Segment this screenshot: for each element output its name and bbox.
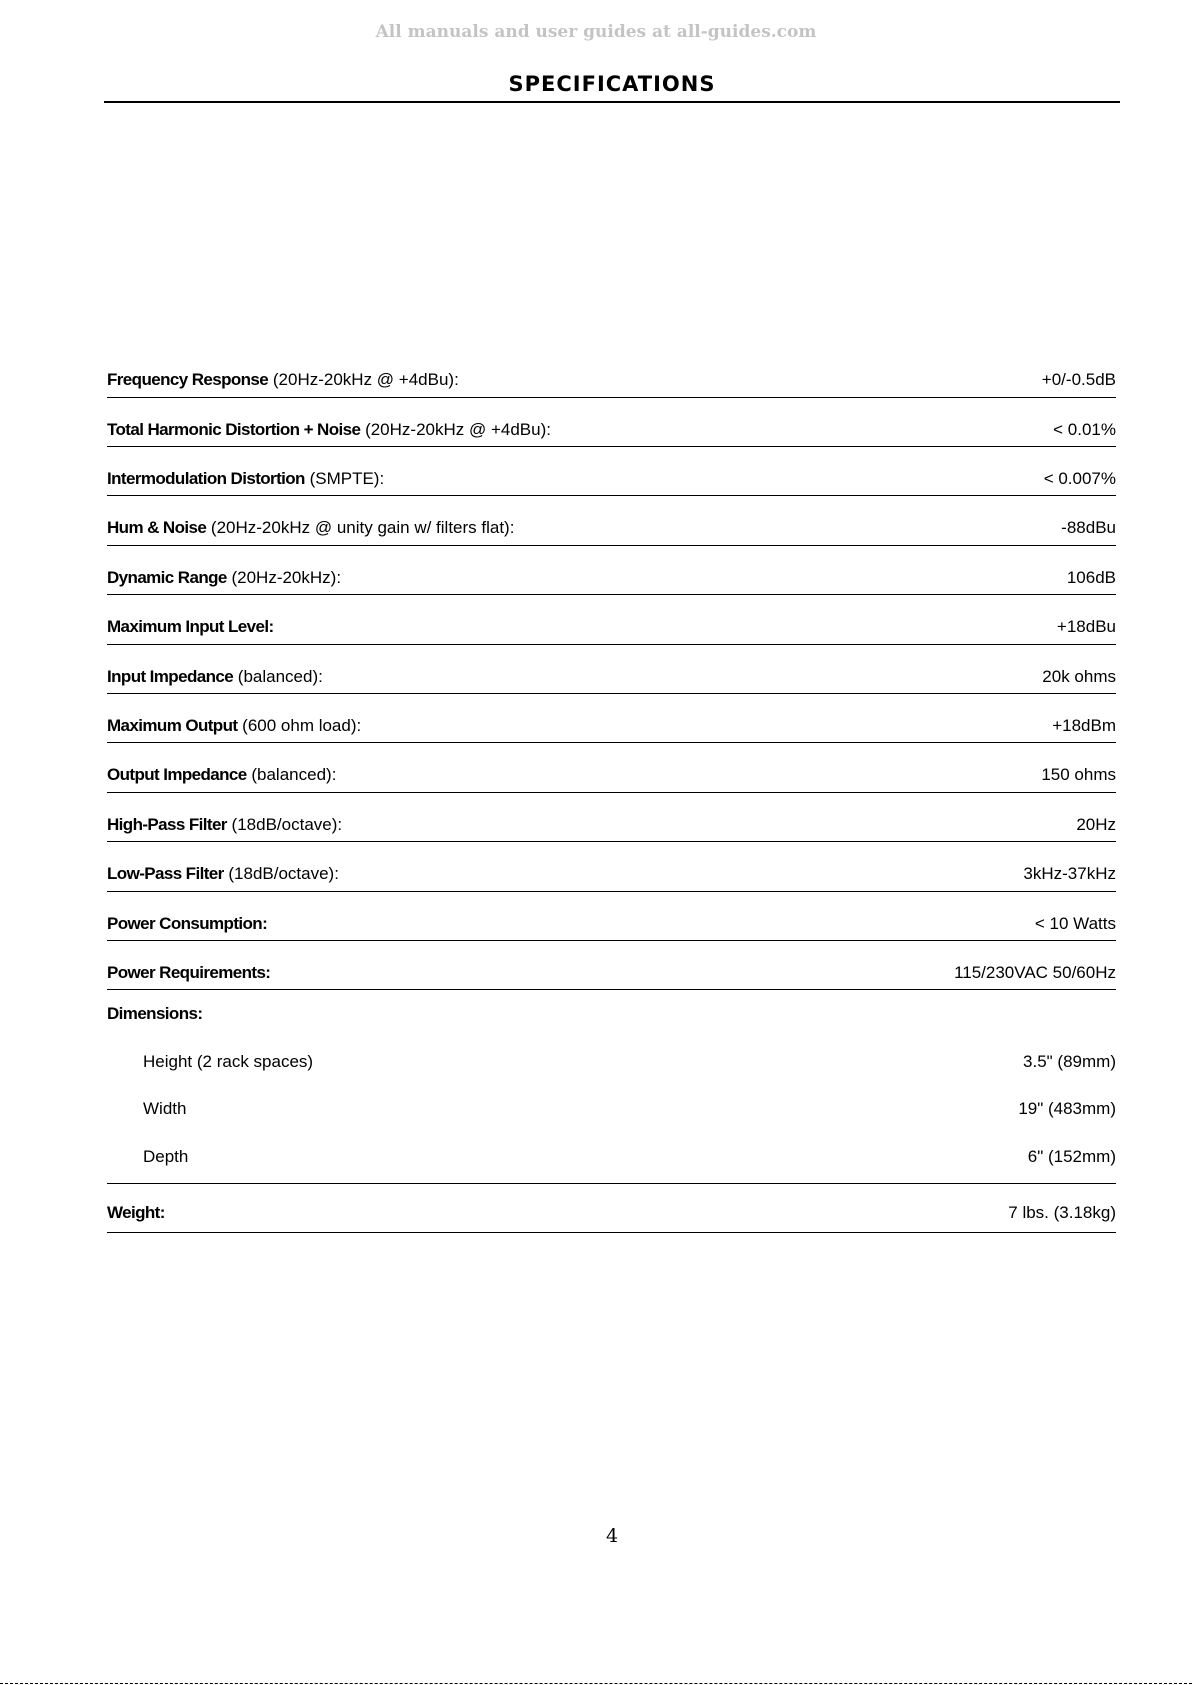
page-number: 4 xyxy=(605,1525,619,1547)
spec-row-power-requirements xyxy=(107,941,1116,990)
spec-name: Input Impedance xyxy=(107,666,234,686)
spec-name: Power Requirements: xyxy=(107,962,271,982)
spec-row-hum-noise xyxy=(107,496,1116,545)
spec-qualifier: (balanced): xyxy=(246,765,337,785)
dimension-row-height xyxy=(143,1052,1116,1072)
spec-qualifier: (18dB/octave): xyxy=(226,814,343,834)
spec-row-dimensions xyxy=(107,990,1116,1184)
spec-value: 115/230VAC 50/60Hz xyxy=(954,962,1116,982)
spec-label xyxy=(107,420,551,440)
spec-row-weight xyxy=(107,1184,1116,1233)
spec-value: < 0.007% xyxy=(1043,468,1116,488)
spec-label xyxy=(107,469,384,489)
spec-label xyxy=(107,815,342,835)
spec-name: Hum & Noise xyxy=(107,518,207,538)
dimension-label: Depth xyxy=(143,1147,189,1167)
page-edge-dashed-line xyxy=(0,1683,1192,1684)
spec-name: Output Impedance xyxy=(107,765,247,785)
spec-label xyxy=(107,370,459,390)
spec-table xyxy=(107,349,1116,1233)
spec-label xyxy=(107,963,270,983)
spec-row-output-impedance xyxy=(107,743,1116,792)
spec-label xyxy=(107,716,361,736)
spec-row-intermodulation xyxy=(107,447,1116,496)
spec-name: Frequency Response xyxy=(107,370,269,389)
dimension-value: 3.5" (89mm) xyxy=(1023,1052,1116,1072)
dimension-row-width xyxy=(143,1099,1116,1119)
spec-label xyxy=(107,617,274,637)
spec-name: Low-Pass Filter xyxy=(107,864,224,884)
spec-label xyxy=(107,568,341,588)
title-divider xyxy=(104,101,1120,103)
spec-value: 106dB xyxy=(1066,567,1116,587)
spec-name: Dynamic Range xyxy=(107,567,227,587)
watermark: All manuals and user guides at all-guides.com xyxy=(375,22,817,42)
dimensions-heading: Dimensions: xyxy=(107,1004,203,1024)
spec-value: 20Hz xyxy=(1076,814,1116,834)
spec-qualifier: (20Hz-20kHz @ +4dBu): xyxy=(268,370,459,389)
spec-name: Maximum Output xyxy=(107,715,238,735)
page-title: SPECIFICATIONS xyxy=(508,72,716,96)
spec-label xyxy=(107,914,267,934)
spec-value: 3kHz-37kHz xyxy=(1023,864,1116,884)
spec-qualifier: (600 ohm load): xyxy=(237,715,362,735)
spec-value: +18dBu xyxy=(1056,617,1116,637)
spec-value: 150 ohms xyxy=(1041,765,1116,785)
spec-row-dynamic-range xyxy=(107,546,1116,595)
dimension-label: Height (2 rack spaces) xyxy=(143,1052,314,1072)
spec-row-low-pass-filter xyxy=(107,842,1116,891)
spec-qualifier: (SMPTE): xyxy=(304,468,385,488)
spec-name: High-Pass Filter xyxy=(107,814,227,834)
spec-qualifier: (20Hz-20kHz @ unity gain w/ filters flat): xyxy=(206,518,515,538)
spec-value: 20k ohms xyxy=(1042,666,1116,686)
spec-value: +18dBm xyxy=(1052,715,1116,735)
spec-row-max-input-level xyxy=(107,595,1116,644)
spec-value: -88dBu xyxy=(1061,518,1116,538)
dimension-value: 19" (483mm) xyxy=(1018,1099,1116,1119)
spec-label xyxy=(107,765,336,785)
spec-name: Intermodulation Distortion xyxy=(107,468,305,488)
spec-value: < 10 Watts xyxy=(1034,913,1116,933)
spec-value: +0/-0.5dB xyxy=(1041,370,1116,389)
spec-value: < 0.01% xyxy=(1053,419,1116,439)
spec-qualifier: (18dB/octave): xyxy=(223,864,339,884)
weight-value: 7 lbs. (3.18kg) xyxy=(1008,1203,1116,1223)
spec-row-high-pass-filter xyxy=(107,793,1116,842)
dimension-value: 6" (152mm) xyxy=(1027,1147,1116,1167)
spec-row-input-impedance xyxy=(107,645,1116,694)
spec-name: Power Consumption: xyxy=(107,913,268,933)
dimension-row-depth xyxy=(143,1147,1116,1167)
spec-row-power-consumption xyxy=(107,892,1116,941)
spec-row-max-output xyxy=(107,694,1116,743)
spec-label xyxy=(107,667,323,687)
weight-label: Weight: xyxy=(107,1203,165,1223)
spec-name: Maximum Input Level: xyxy=(107,617,274,637)
spec-qualifier: (balanced): xyxy=(233,666,323,686)
spec-label xyxy=(107,864,339,884)
spec-qualifier: (20Hz-20kHz): xyxy=(226,567,342,587)
spec-row-thd-noise xyxy=(107,398,1116,447)
spec-row-frequency-response xyxy=(107,349,1116,398)
spec-label xyxy=(107,518,514,538)
spec-name: Total Harmonic Distortion + Noise xyxy=(107,419,361,439)
spec-qualifier: (20Hz-20kHz @ +4dBu): xyxy=(360,419,551,439)
dimension-label: Width xyxy=(143,1099,187,1119)
